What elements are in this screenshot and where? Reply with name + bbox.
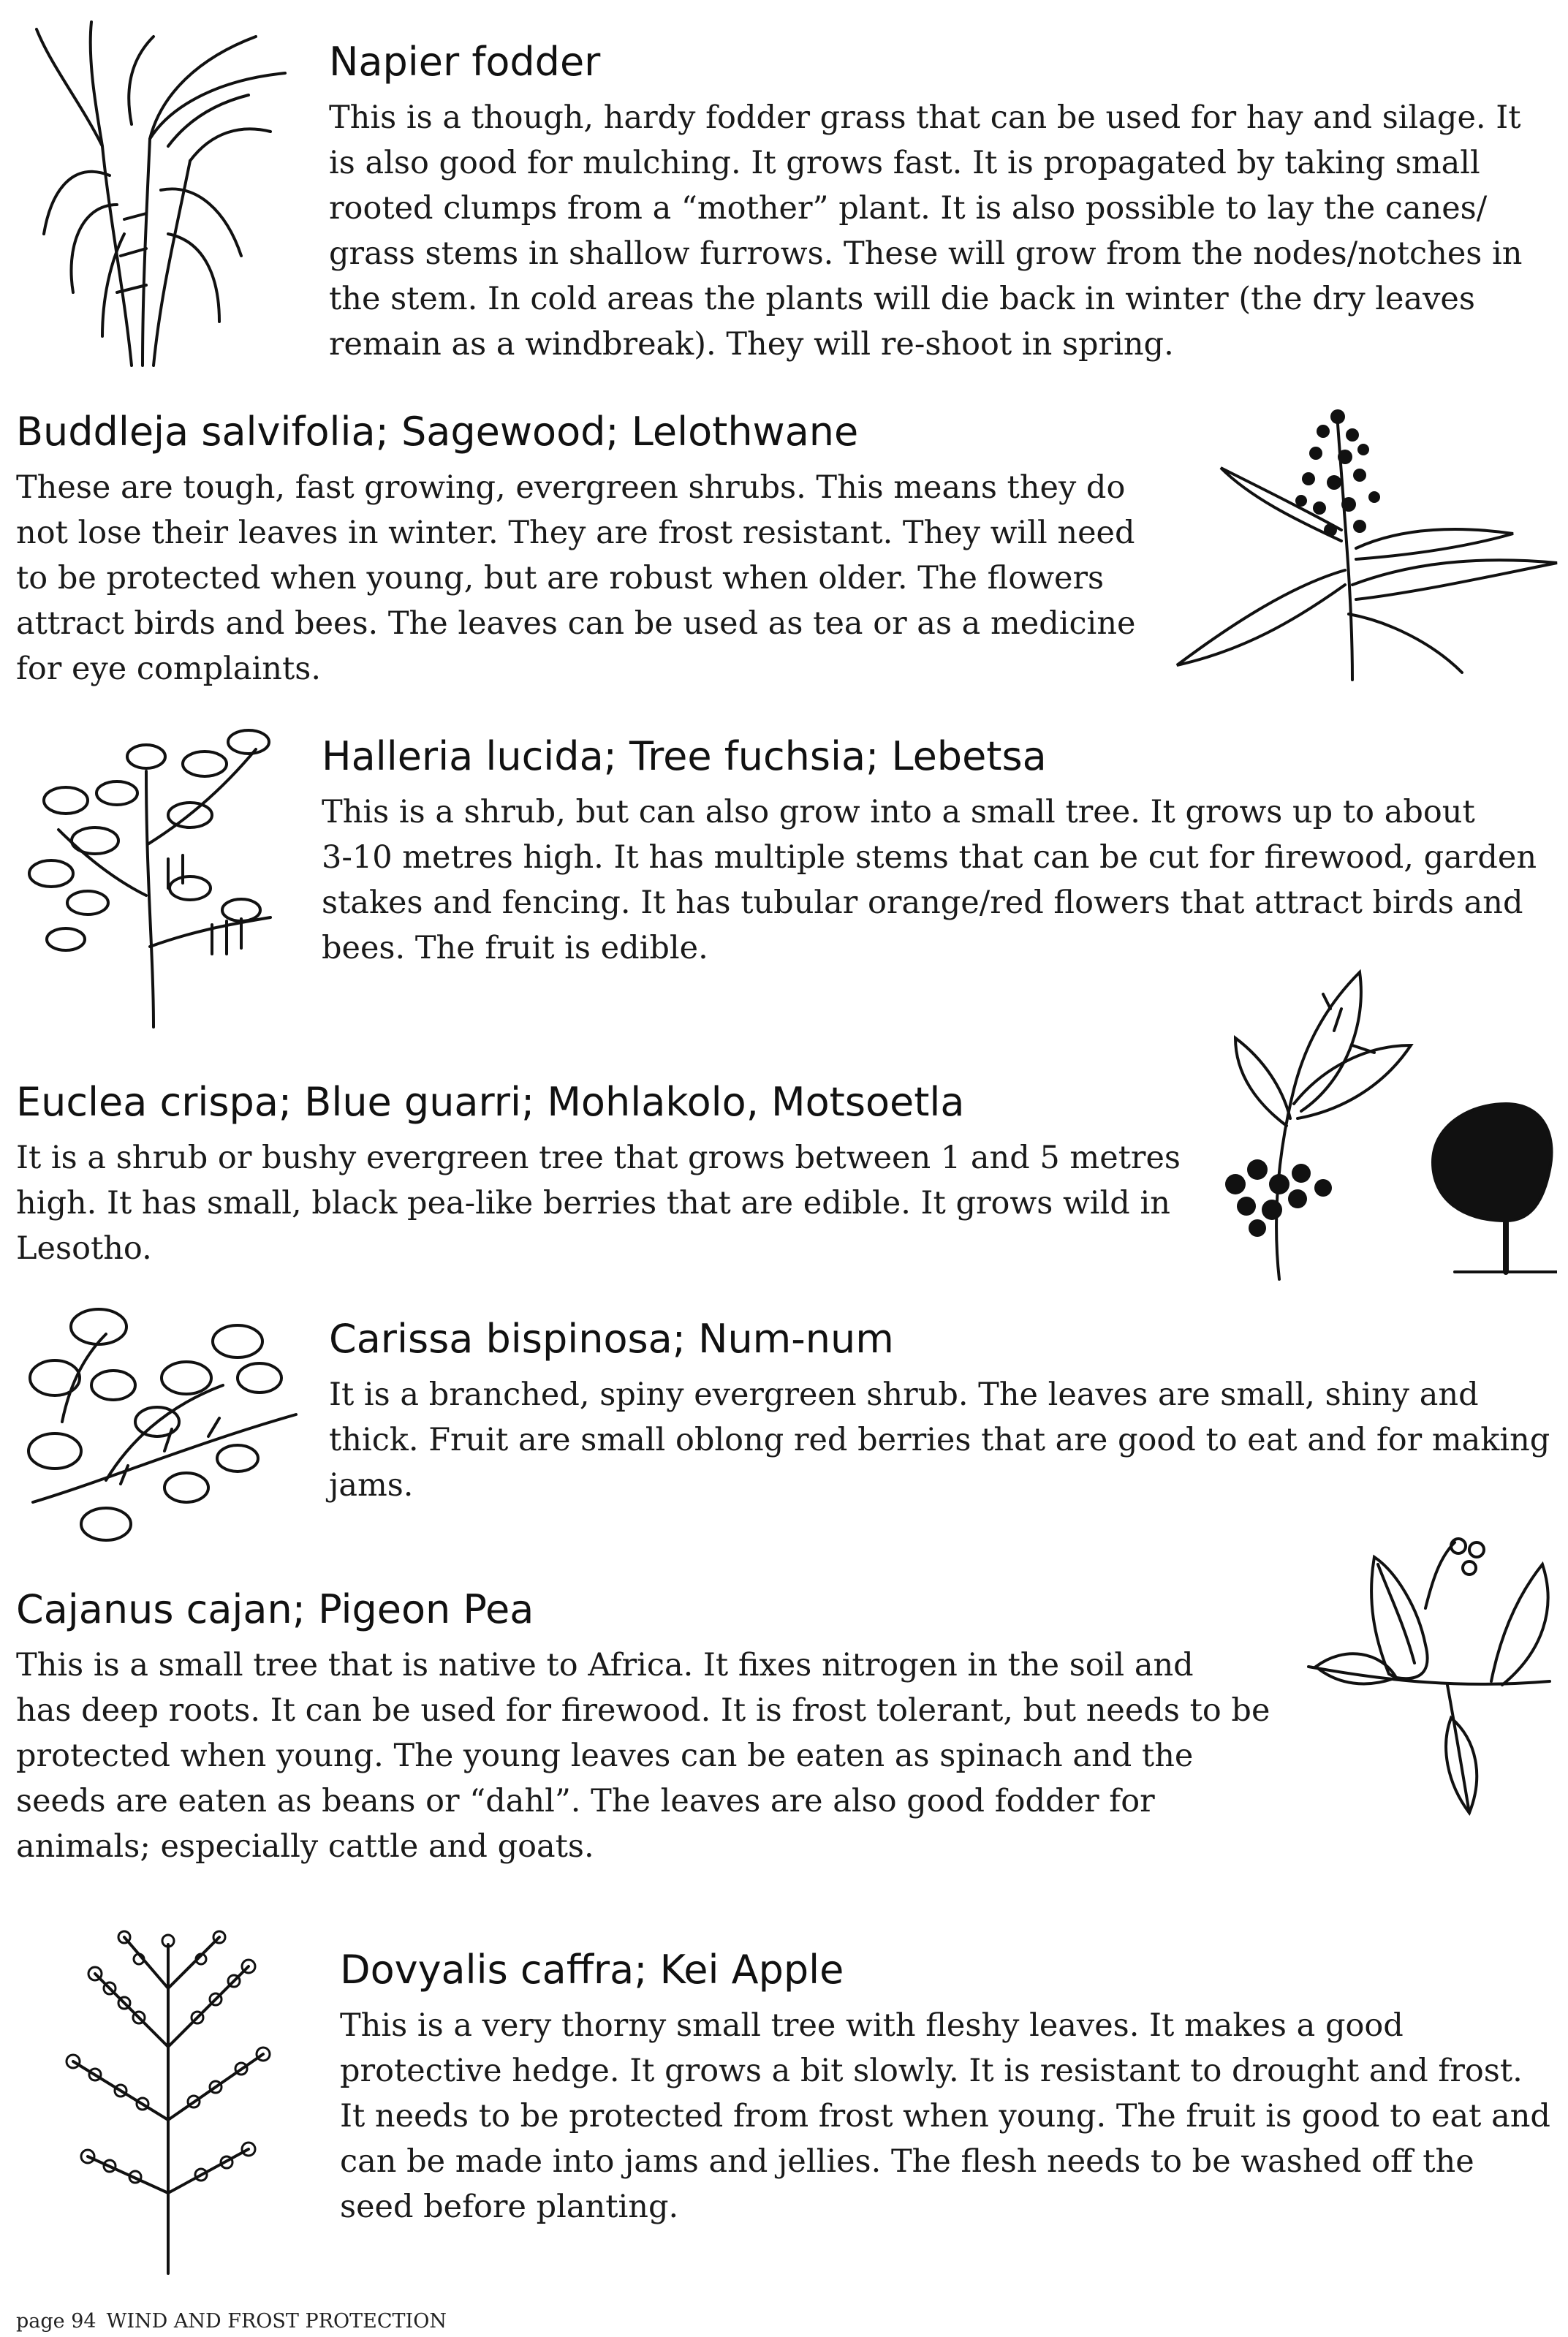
entry-title: Cajanus cajan; Pigeon Pea: [16, 1586, 534, 1632]
napier-grass-icon: [22, 15, 300, 373]
entry-title: Euclea crispa; Blue guarri; Mohlakolo, Motsoetla: [16, 1079, 965, 1125]
kei-apple-icon: [29, 1915, 307, 2281]
entry-text: This is a very thorny small tree with fleshy leaves. It makes a good protective hedge. It grows a bit slowly. It is resistant to drought and frost. It needs to be protected from frost when young. The fruit is good to eat and can be made into jams and jellies. The flesh needs to be washed off the seed before planting.: [340, 2007, 1550, 2225]
entry-text: This is a though, hardy fodder grass that can be used for hay and silage. It is also good for mulching. It grows fast. It is propagated by taking small rooted clumps from a “mother” plant. It is also possible to lay the canes/ grass stems in shallow furrows. These will grow from the nodes/notches in the stem. In cold areas the plants will die back in winter (the dry leaves remain as a windbreak). They will re-shoot in spring.: [329, 99, 1523, 363]
entry-title: Halleria lucida; Tree fuchsia; Lebetsa: [322, 733, 1047, 779]
num-num-icon: [18, 1298, 311, 1546]
tree-fuchsia-icon: [22, 713, 300, 1034]
entry-title: Dovyalis caffra; Kei Apple: [340, 1947, 844, 1993]
entry-title: Carissa bispinosa; Num-num: [329, 1316, 894, 1362]
blue-guarri-icon: [1213, 965, 1557, 1294]
entry-kei-apple: [340, 1944, 1550, 2230]
entry-sagewood: [16, 406, 1135, 692]
section-title: WIND AND FROST PROTECTION: [106, 2310, 447, 2333]
pigeon-pea-icon: [1301, 1535, 1561, 1857]
entry-text: It is a shrub or bushy evergreen tree that grows between 1 and 5 metres high. It has small, black pea-like berries that are edible. It grows wild in Lesotho.: [16, 1140, 1181, 1267]
entry-blue-guarri: [16, 1077, 1181, 1271]
entry-napier-fodder: [329, 37, 1522, 367]
entry-title: Buddleja salvifolia; Sagewood; Lelothwane: [16, 409, 859, 455]
entry-text: This is a small tree that is native to Africa. It fixes nitrogen in the soil and has deep roots. It can be used for firewood. It is frost tolerant, but needs to be protected when young. The young leaves can be eaten as spinach and the seeds are eaten as beans or “dahl”. The leaves are also good fodder for animals; especially cattle and goats.: [16, 1647, 1270, 1865]
sagewood-icon: [1170, 380, 1564, 687]
entry-text: This is a shrub, but can also grow into a small tree. It grows up to about 3-10 metres high. It has multiple stems that can be cut for firewood, garden stakes and fencing. It has tubular orange/red flowers that attract birds and bees. The fruit is edible.: [322, 794, 1537, 966]
page-number: page 94: [16, 2310, 96, 2333]
entry-num-num: [329, 1314, 1550, 1508]
entry-text: These are tough, fast growing, evergreen shrubs. This means they do not lose their leaves in winter. They are frost resistant. They will need to be protected when young, but are robust when older. The flowers attract birds and bees. The leaves can be used as tea or as a medicine for eye complaints.: [16, 469, 1136, 687]
entry-pigeon-pea: [16, 1584, 1270, 1869]
page-footer: [16, 2310, 457, 2333]
entry-title: Napier fodder: [329, 39, 601, 85]
entry-text: It is a branched, spiny evergreen shrub. The leaves are small, shiny and thick. Fruit are small oblong red berries that are good to eat and for making jams.: [329, 1376, 1550, 1504]
entry-tree-fuchsia: [322, 731, 1537, 971]
